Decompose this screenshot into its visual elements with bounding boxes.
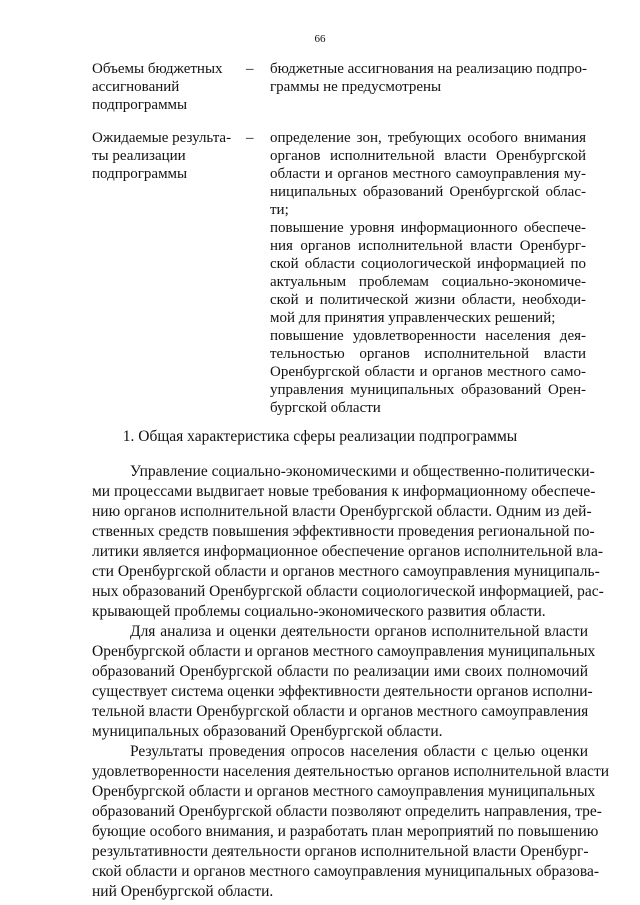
value-line: ской и политической жизни области, необходи- (270, 292, 586, 308)
paragraph-line: Управление социально-экономическими и общественно-политически- (130, 463, 595, 480)
value-line: актуальным проблемам социально-экономиче- (270, 274, 586, 290)
paragraph-line: ных образований Оренбургской области социологической информацией, рас- (92, 583, 604, 600)
paragraph-line: ми процессами выдвигает новые требования к информационному обеспече- (92, 483, 596, 500)
value-line: определение зон, требующих особого внимания (270, 130, 586, 146)
value-line: Оренбургской области и органов местного само- (270, 364, 586, 380)
label-line: подпрограммы (92, 166, 188, 182)
paragraph-line: крывающей проблемы социально-экономического развития области. (92, 603, 546, 620)
paragraph-line: ний Оренбургской области. (92, 883, 274, 900)
paragraph-line: существует система оценки эффективности деятельности органов исполни- (92, 683, 593, 700)
paragraph-line: ской области и органов местного самоуправления муниципальных образова- (92, 863, 600, 880)
value-line: мой для принятия управленческих решений; (270, 310, 556, 326)
passport-dash: – (246, 61, 254, 77)
label-line: ассигнований (92, 79, 180, 95)
label-line: ты реализации (92, 148, 186, 164)
paragraph-line: тельной власти Оренбургской области и органов местного самоуправления (92, 703, 589, 720)
passport-label (92, 129, 242, 183)
value-line: бургской области (270, 400, 381, 416)
value-line: ния органов исполнительной власти Оренбург- (270, 238, 586, 254)
value-line: ниципальных образований Оренбургской облас- (270, 184, 586, 200)
value-line: бюджетные ассигнования на реализацию подпро- (270, 61, 587, 77)
label-line: Ожидаемые результа- (92, 130, 232, 146)
paragraph-line: результативности деятельности органов исполнительной власти Оренбург- (92, 843, 589, 860)
page-number: 66 (314, 33, 326, 45)
paragraph-line: сти Оренбургской области и органов местного самоуправления муниципаль- (92, 563, 600, 580)
paragraph-line: Для анализа и оценки деятельности органов исполнительной власти (130, 623, 588, 640)
value-line: ти; (270, 202, 289, 218)
passport-dash: – (246, 130, 254, 146)
label-line: Объемы бюджетных (92, 61, 223, 77)
value-line: граммы не предусмотрены (270, 79, 442, 95)
paragraph-line: литики является информационное обеспечение органов исполнительной вла- (92, 543, 604, 560)
value-line: области и органов местного самоуправления му- (270, 166, 586, 182)
paragraph-line: образований Оренбургской области позволяют определить направления, тре- (92, 803, 602, 820)
value-line: тельностью органов исполнительной власти (270, 346, 586, 362)
paragraph-line: бующие особого внимания, и разработать план мероприятий по повышению (92, 823, 599, 840)
value-line: повышение уровня информационного обеспече- (270, 220, 586, 236)
paragraph-line: ственных средств повышения эффективности проведения региональной по- (92, 523, 595, 540)
paragraph-line: удовлетворенности населения деятельностью органов исполнительной власти (92, 763, 610, 780)
value-line: управления муниципальных образований Орен- (270, 382, 586, 398)
passport-label (92, 60, 242, 114)
body-text (92, 462, 610, 902)
section-heading: 1. Общая характеристика сферы реализации подпрограммы (122, 428, 518, 445)
paragraph-line: нию органов исполнительной власти Оренбургской области. Одним из дей- (92, 503, 592, 520)
value-line: повышение удовлетворенности населения дея- (270, 328, 586, 344)
paragraph-line: Оренбургской области и органов местного самоуправления муниципальных (92, 783, 596, 800)
value-line: ской области социологической информацией по (270, 256, 586, 272)
paragraph-line: муниципальных образований Оренбургской области. (92, 723, 443, 740)
passport-value (270, 60, 586, 96)
passport-value (270, 129, 586, 417)
label-line: подпрограммы (92, 97, 188, 113)
paragraph-line: образований Оренбургской области по реализации ими своих полномочий (92, 663, 588, 680)
value-line: органов исполнительной власти Оренбургской (270, 148, 586, 164)
paragraph-line: Оренбургской области и органов местного самоуправления муниципальных (92, 643, 596, 660)
paragraph-line: Результаты проведения опросов населения области с целью оценки (130, 743, 588, 760)
